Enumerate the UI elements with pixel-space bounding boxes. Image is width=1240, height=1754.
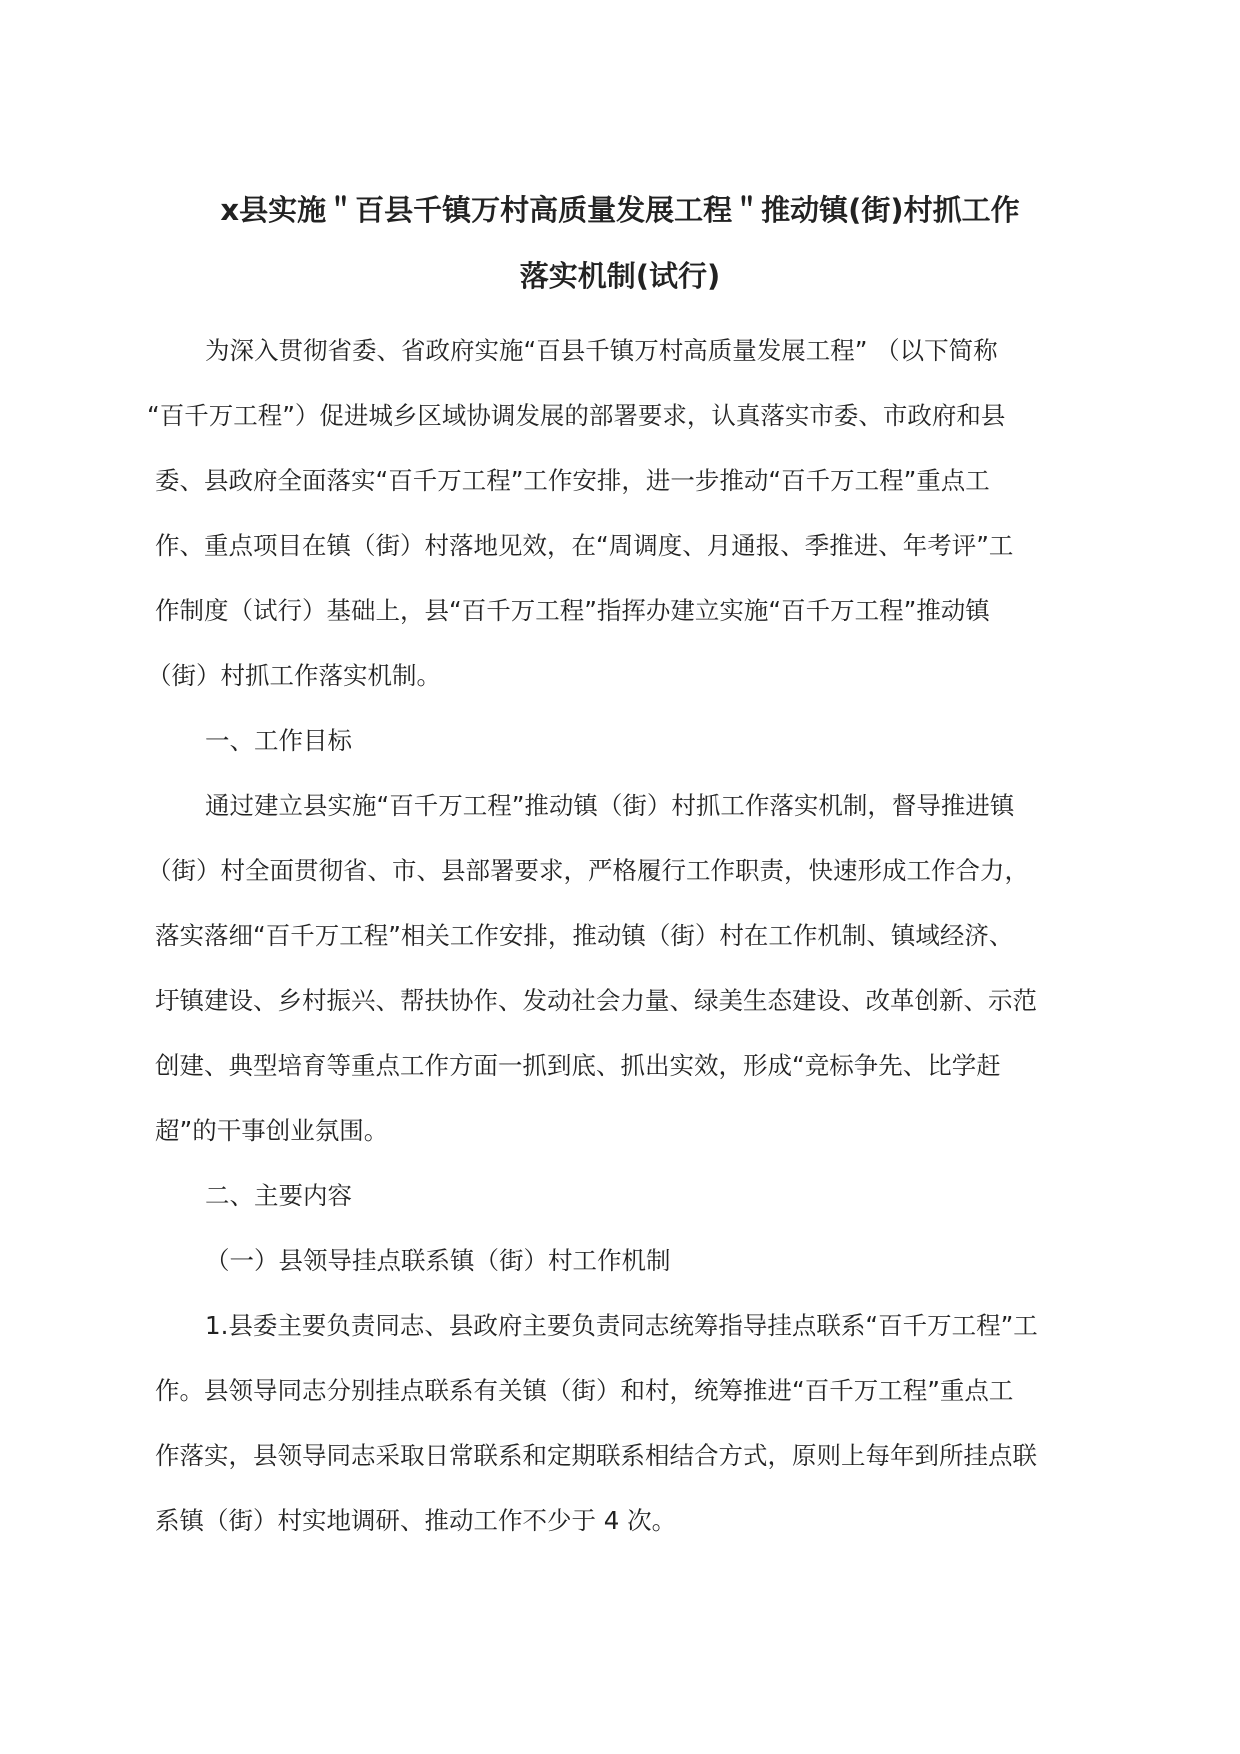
paragraph-line: 圩镇建设、乡村振兴、帮扶协作、发动社会力量、绿美生态建设、改革创新、示范 bbox=[155, 986, 1037, 1015]
document-title-line-2: 落实机制(试行) bbox=[519, 259, 721, 293]
document-title-line-1: x县实施＂百县千镇万村高质量发展工程＂推动镇(街)村抓工作 bbox=[220, 193, 1020, 227]
paragraph-line: 落实落细“百千万工程”相关工作安排，推动镇（街）村在工作机制、镇域经济、 bbox=[155, 921, 1014, 950]
paragraph-line: “百千万工程”）促进城乡区域协调发展的部署要求，认真落实市委、市政府和县 bbox=[147, 401, 1006, 430]
paragraph-line: 超”的干事创业氛围。 bbox=[155, 1116, 389, 1145]
paragraph-line: 委、县政府全面落实“百千万工程”工作安排，进一步推动“百千万工程”重点工 bbox=[155, 466, 990, 495]
paragraph-line: （街）村全面贯彻省、市、县部署要求，严格履行工作职责，快速形成工作合力， bbox=[147, 856, 1029, 885]
paragraph-line: 作落实，县领导同志采取日常联系和定期联系相结合方式，原则上每年到所挂点联 bbox=[155, 1441, 1037, 1470]
paragraph-line: 作、重点项目在镇（街）村落地见效，在“周调度、月通报、季推进、年考评”工 bbox=[155, 531, 1014, 560]
paragraph-line: 1.县委主要负责同志、县政府主要负责同志统筹指导挂点联系“百千万工程”工 bbox=[205, 1311, 1038, 1340]
document-body bbox=[147, 318, 1085, 1553]
paragraph-line: （街）村抓工作落实机制。 bbox=[147, 661, 441, 690]
section-heading-work-goals: 一、工作目标 bbox=[205, 726, 352, 755]
paragraph-line: 为深入贯彻省委、省政府实施“百县千镇万村高质量发展工程” （以下简称 bbox=[205, 336, 998, 365]
section-heading-main-content: 二、主要内容 bbox=[205, 1181, 352, 1210]
paragraph-line: 系镇（街）村实地调研、推动工作不少于 4 次。 bbox=[155, 1506, 677, 1535]
subsection-heading: （一）县领导挂点联系镇（街）村工作机制 bbox=[205, 1246, 671, 1275]
paragraph-line: 通过建立县实施“百千万工程”推动镇（街）村抓工作落实机制，督导推进镇 bbox=[205, 791, 1015, 820]
paragraph-line: 作制度（试行）基础上，县“百千万工程”指挥办建立实施“百千万工程”推动镇 bbox=[155, 596, 990, 625]
paragraph-line: 作。县领导同志分别挂点联系有关镇（街）和村，统筹推进“百千万工程”重点工 bbox=[155, 1376, 1014, 1405]
paragraph-line: 创建、典型培育等重点工作方面一抓到底、抓出实效，形成“竞标争先、比学赶 bbox=[155, 1051, 1001, 1080]
